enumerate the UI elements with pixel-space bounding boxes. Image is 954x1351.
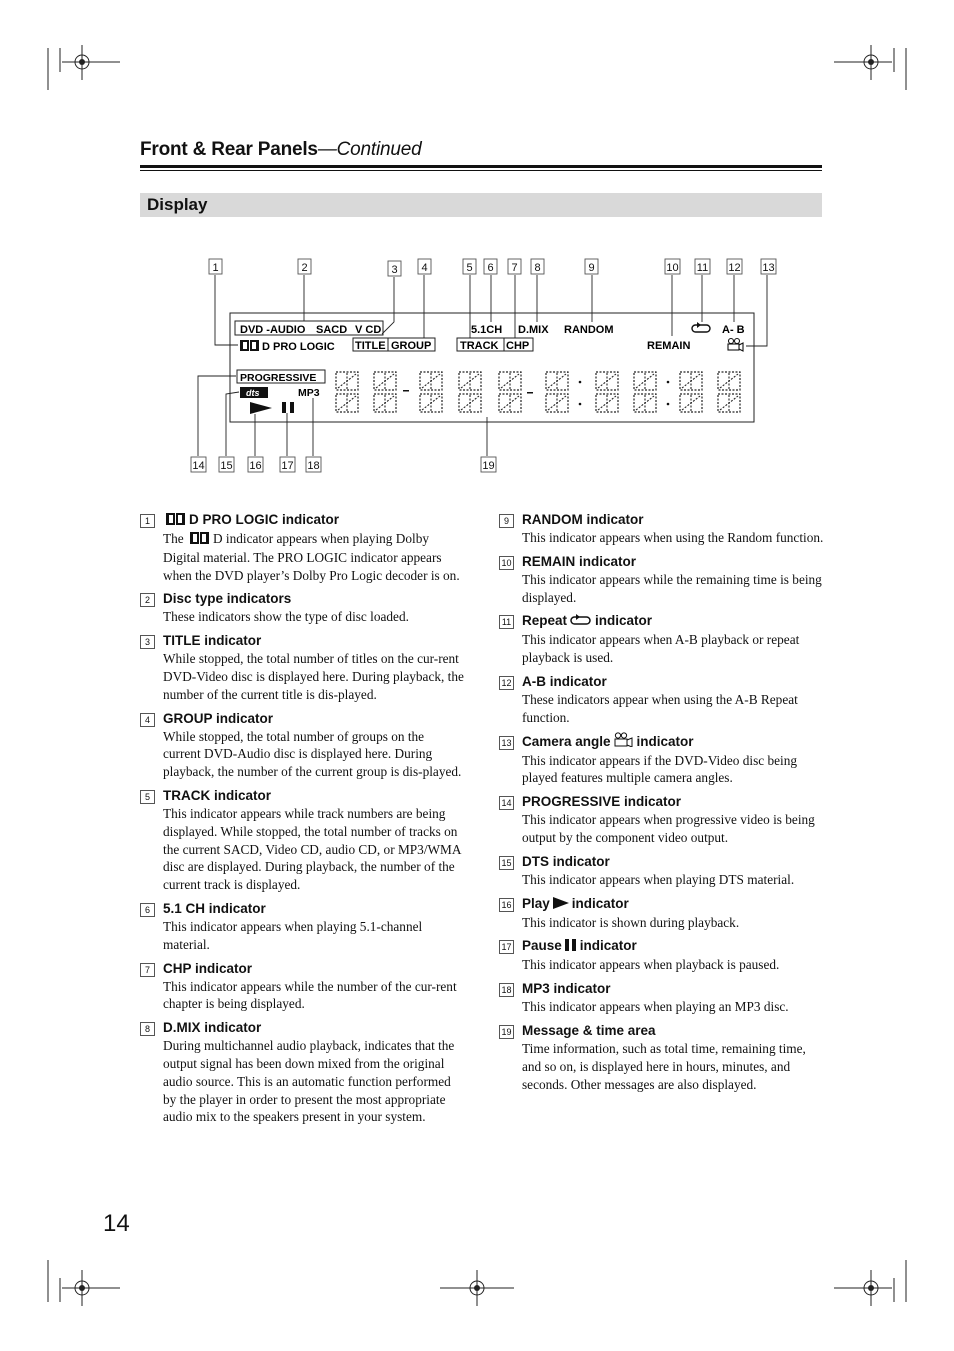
indicator-entry-12 — [499, 672, 824, 727]
right-column — [499, 510, 824, 1098]
heading-text: D.MIX indicator — [163, 1020, 262, 1036]
left-column — [140, 510, 465, 1131]
indicator-description — [163, 530, 465, 584]
message-time-area — [336, 372, 740, 412]
callout-number-18: 18 — [307, 460, 320, 472]
item-number: 11 — [499, 615, 514, 629]
sacd-label: SACD — [316, 324, 348, 336]
indicator-entry-10 — [499, 552, 824, 607]
item-number: 2 — [140, 593, 155, 607]
indicator-heading — [163, 589, 465, 608]
indicator-heading — [522, 852, 824, 871]
dolby-icon — [166, 511, 186, 530]
indicator-heading — [163, 709, 465, 728]
header-title-text: Front & Rear Panels — [140, 139, 318, 160]
indicator-heading — [163, 899, 465, 918]
indicator-description — [522, 1040, 824, 1093]
dolby-icon — [240, 340, 259, 351]
callout-number-19: 19 — [482, 460, 495, 472]
item-number: 6 — [140, 903, 155, 917]
indicator-description — [522, 631, 824, 667]
item-number: 16 — [499, 898, 514, 912]
heading-text-suffix: D PRO LOGIC indicator — [189, 512, 340, 527]
description-text: D indicator appears when playing Dolby Digital material. The PRO LOGIC indicator appears when the DVD player’s Dolby Pro Logic decoder is on. — [163, 531, 460, 583]
description-text: This indicator appears when playing 5.1-channel material. — [163, 918, 423, 952]
indicator-description — [522, 529, 824, 547]
indicator-entry-8 — [140, 1018, 465, 1126]
progressive-label: PROGRESSIVE — [240, 372, 317, 384]
indicator-entry-9 — [499, 510, 824, 547]
indicator-entry-5 — [140, 786, 465, 894]
callout-number-16: 16 — [249, 460, 262, 472]
description-text: This indicator appears when progressive video is being output by the component video output. — [522, 812, 815, 845]
callout-number-8: 8 — [534, 262, 541, 274]
description-text: This indicator appears when A-B playback or repeat playback is used. — [522, 632, 800, 666]
play-icon — [553, 895, 569, 914]
heading-text: PROGRESSIVE indicator — [522, 794, 682, 810]
indicator-heading — [522, 510, 824, 529]
heading-text: A-B indicator — [522, 673, 607, 689]
indicator-heading — [522, 894, 824, 914]
description-text: This indicator appears if the DVD-Video disc being played features multiple camera angles. — [522, 752, 798, 786]
description-text: This indicator appears when playback is paused. — [522, 957, 780, 973]
indicator-heading — [522, 936, 824, 956]
heading-text: REMAIN indicator — [522, 553, 637, 569]
description-text: While stopped, the total number of titles on the cur-rent DVD-Video disc is displayed here. During playback, the number of the current title is dis-played. — [163, 651, 464, 702]
indicator-heading — [163, 959, 465, 978]
item-number: 17 — [499, 940, 514, 954]
description-text: While stopped, the total number of groups on the current DVD-Audio disc is displayed here. During playback, the number of the current group is dis-played. — [163, 728, 462, 780]
remain-label: REMAIN — [647, 340, 691, 352]
item-number: 5 — [140, 790, 155, 804]
heading-text: Disc type indicators — [163, 591, 292, 607]
heading-text: TRACK indicator — [163, 787, 271, 803]
indicator-description — [163, 978, 465, 1014]
item-number: 1 — [140, 514, 155, 528]
play-icon — [250, 402, 272, 414]
heading-text: Play — [522, 895, 550, 911]
indicator-entry-16 — [499, 894, 824, 932]
heading-text: DTS indicator — [522, 853, 610, 869]
track-label: TRACK — [460, 340, 499, 352]
heading-text: CHP indicator — [163, 960, 253, 976]
indicator-entry-3 — [140, 631, 465, 703]
callout-number-2: 2 — [301, 262, 308, 274]
heading-text: GROUP indicator — [163, 710, 274, 726]
header-continued: —Continued — [317, 139, 422, 160]
indicator-entry-15 — [499, 852, 824, 889]
indicator-heading — [163, 631, 465, 650]
mp3-label: MP3 — [298, 387, 320, 399]
item-number: 19 — [499, 1025, 514, 1039]
indicator-entry-7 — [140, 959, 465, 1014]
callout-number-11: 11 — [696, 262, 709, 274]
indicator-description — [522, 571, 824, 607]
indicator-entry-1 — [140, 510, 465, 584]
description-prefix: The — [163, 531, 187, 546]
indicator-entry-18 — [499, 979, 824, 1016]
heading-text: TITLE indicator — [163, 633, 262, 649]
indicator-entry-19 — [499, 1021, 824, 1093]
item-number: 4 — [140, 713, 155, 727]
indicator-heading — [163, 786, 465, 805]
indicator-description — [522, 998, 824, 1016]
callout-number-1: 1 — [212, 262, 219, 274]
callout-number-5: 5 — [466, 262, 473, 274]
heading-text-suffix: indicator — [571, 895, 629, 911]
ch51-label: 5.1CH — [471, 324, 503, 336]
ab-label: A- B — [722, 324, 745, 336]
camera-icon — [728, 339, 743, 352]
callout-number-17: 17 — [281, 460, 294, 472]
dvd-audio-label: DVD -AUDIO — [240, 324, 306, 336]
item-number: 13 — [499, 736, 514, 750]
indicator-description — [522, 914, 824, 932]
description-text: This indicator appears while the remaining time is being displayed. — [522, 571, 822, 605]
page-number: 14 — [103, 1210, 130, 1237]
indicator-description — [522, 752, 824, 788]
item-number: 8 — [140, 1022, 155, 1036]
title-label: TITLE — [355, 340, 386, 352]
indicator-description — [163, 1037, 465, 1126]
indicator-heading — [522, 1021, 824, 1040]
heading-text-suffix: indicator — [636, 733, 694, 749]
indicator-entry-4 — [140, 709, 465, 781]
indicator-entry-14 — [499, 792, 824, 847]
callout-number-7: 7 — [511, 262, 518, 274]
heading-text: Camera angle — [522, 733, 611, 749]
chp-label: CHP — [506, 340, 530, 352]
indicator-entry-6 — [140, 899, 465, 954]
heading-text: Pause — [522, 938, 562, 954]
description-text: These indicators appear when using the A-B Repeat function. — [522, 691, 798, 725]
section-title: Display — [147, 195, 208, 214]
callout-number-4: 4 — [421, 262, 428, 274]
random-label: RANDOM — [564, 324, 614, 336]
indicator-description — [163, 918, 465, 954]
item-number: 14 — [499, 796, 514, 810]
callout-number-3: 3 — [391, 264, 398, 276]
indicator-entry-17 — [499, 936, 824, 974]
indicator-description — [522, 956, 824, 974]
repeat-icon — [570, 612, 592, 631]
callout-number-14: 14 — [192, 460, 205, 472]
heading-text: MP3 indicator — [522, 981, 611, 997]
indicator-heading — [522, 979, 824, 998]
description-text: This indicator appears when playing DTS material. — [522, 871, 795, 887]
description-text: Time information, such as total time, remaining time, and so on, is displayed here in hours, minutes, and seconds. Other messages are also displayed. — [522, 1040, 806, 1092]
description-text: This indicator appears when playing an MP3 disc. — [522, 999, 789, 1015]
indicator-entry-11 — [499, 611, 824, 667]
dts-label: dts — [246, 388, 260, 398]
indicator-description — [163, 728, 465, 781]
item-number: 3 — [140, 635, 155, 649]
indicator-heading — [163, 1018, 465, 1037]
description-text: This indicator appears while the number of the cur-rent chapter is being displayed. — [163, 978, 457, 1012]
pause-icon — [565, 937, 577, 956]
callout-number-9: 9 — [588, 262, 595, 274]
dmix-label: D.MIX — [518, 324, 549, 336]
callout-number-13: 13 — [762, 262, 775, 274]
callout-number-10: 10 — [666, 262, 679, 274]
description-text: This indicator appears while track numbers are being displayed. While stopped, the total number of tracks on the current SACD, Video CD, audio CD, or MP3/WMA disc are displayed. During playback, the number of the current track is displayed. — [163, 805, 461, 893]
indicator-description — [163, 608, 465, 626]
indicator-description — [522, 691, 824, 727]
group-label: GROUP — [391, 340, 432, 352]
item-number: 10 — [499, 556, 514, 570]
heading-text-suffix: indicator — [595, 613, 653, 629]
camera-icon — [614, 732, 634, 752]
indicator-description — [163, 650, 465, 703]
dolby-pro-logic-label: D PRO LOGIC — [262, 341, 335, 353]
indicator-heading — [522, 672, 824, 691]
heading-text: RANDOM indicator — [522, 512, 644, 527]
description-text: These indicators show the type of disc loaded. — [163, 609, 409, 625]
callout-number-15: 15 — [220, 460, 233, 472]
indicator-description — [522, 811, 824, 847]
vcd-label: V CD — [355, 324, 382, 336]
repeat-icon — [692, 325, 710, 332]
indicator-heading — [522, 732, 824, 752]
indicator-description — [163, 805, 465, 894]
indicator-heading — [163, 510, 465, 530]
indicator-heading — [522, 792, 824, 811]
item-number: 7 — [140, 963, 155, 977]
description-text: This indicator is shown during playback. — [522, 914, 740, 930]
description-text: During multichannel audio playback, indicates that the output signal has been down mixed from the original audio source. This is an automatic function performed by the player in order to present the most appropriate audio mix to the speakers present in your system. — [163, 1038, 455, 1125]
display-diagram — [0, 0, 954, 490]
indicator-heading — [522, 611, 824, 631]
description-text: This indicator appears when using the Random function. — [522, 530, 824, 545]
item-number: 15 — [499, 856, 514, 870]
dolby-icon — [190, 531, 210, 549]
item-number: 9 — [499, 514, 514, 528]
heading-text: Repeat — [522, 613, 568, 629]
heading-text: Message & time area — [522, 1022, 656, 1038]
indicator-entry-2 — [140, 589, 465, 626]
item-number: 12 — [499, 676, 514, 690]
heading-text-suffix: indicator — [579, 938, 637, 954]
indicator-entry-13 — [499, 732, 824, 788]
item-number: 18 — [499, 983, 514, 997]
callout-number-6: 6 — [487, 262, 494, 274]
indicator-description — [522, 871, 824, 889]
pause-icon — [282, 402, 294, 413]
callout-number-12: 12 — [728, 262, 741, 274]
heading-text: 5.1 CH indicator — [163, 900, 266, 916]
indicator-heading — [522, 552, 824, 571]
